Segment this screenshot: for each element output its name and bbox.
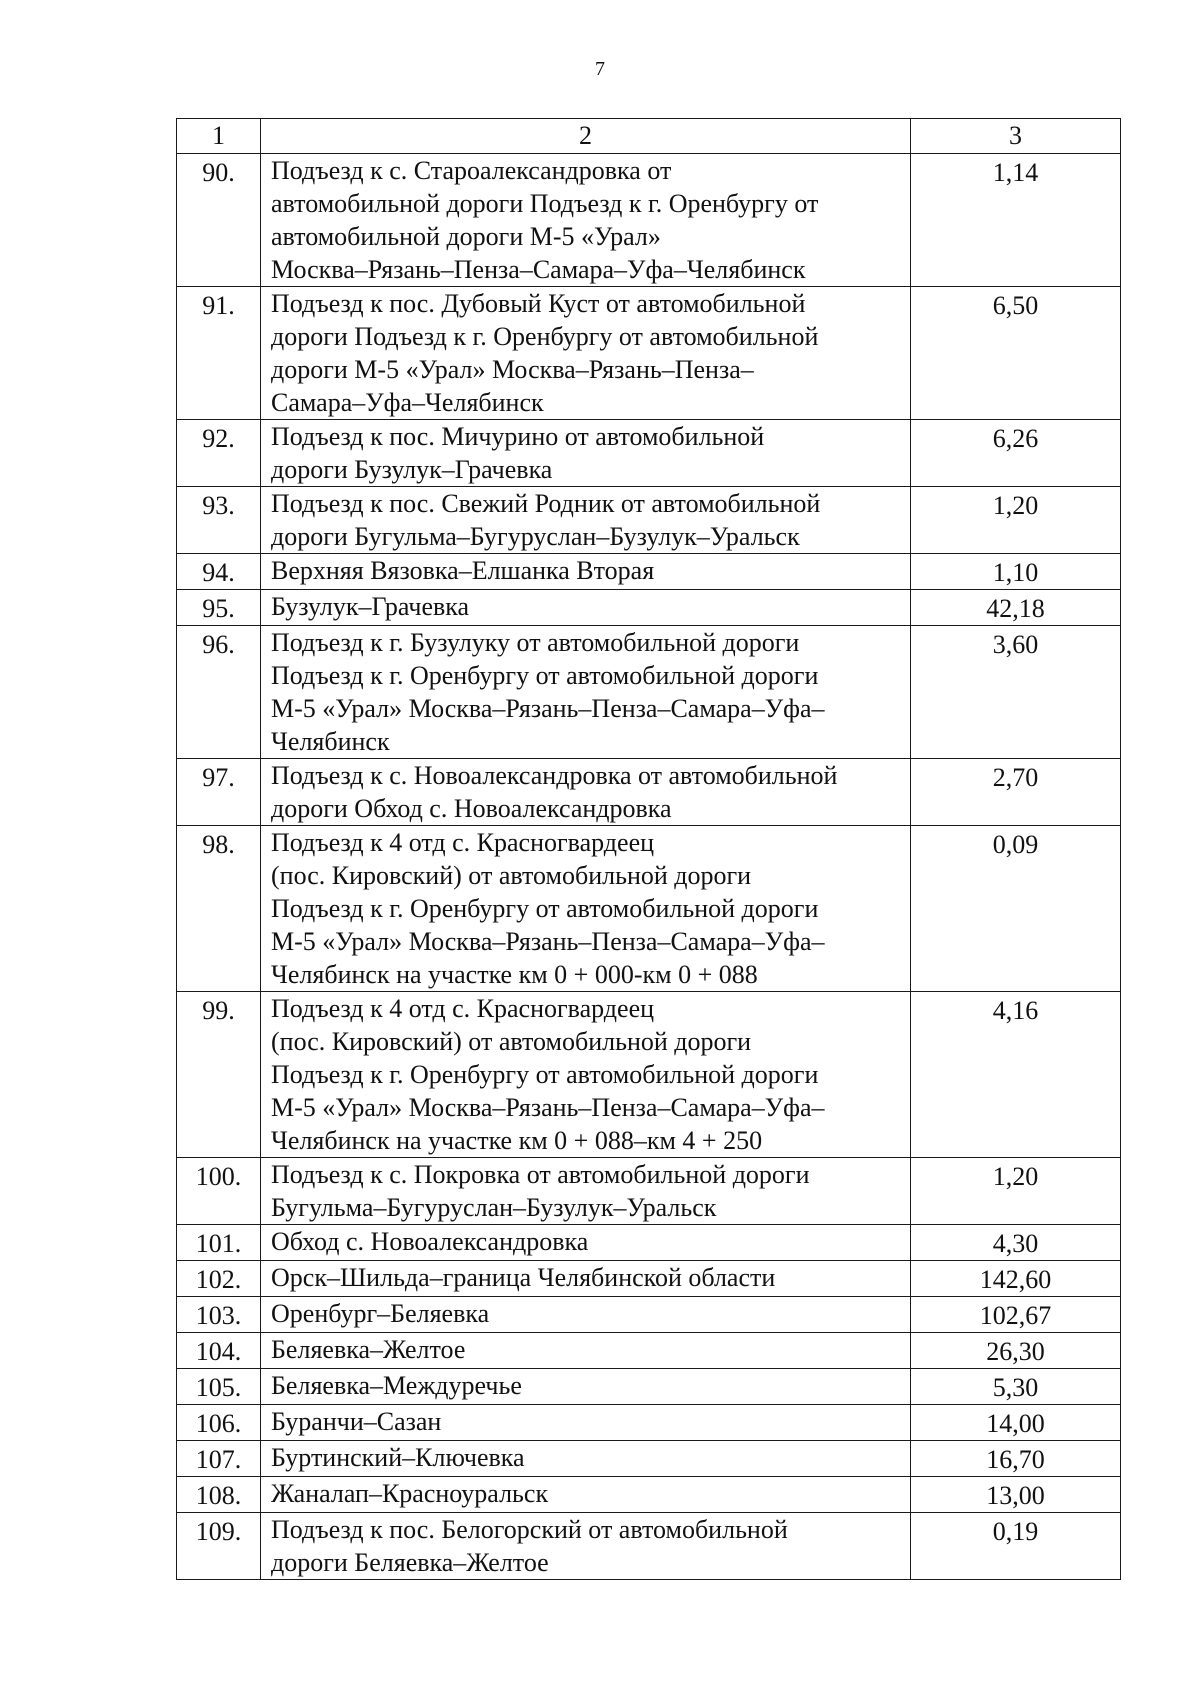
row-number-cell: 95.: [177, 590, 261, 626]
row-number-cell: 91.: [177, 287, 261, 420]
road-name-cell: [261, 287, 911, 420]
road-name-cell: [261, 1225, 911, 1261]
road-name-line: Челябинск: [271, 727, 390, 756]
header-cell-length: 3: [911, 119, 1121, 154]
road-name-line: Подъезд к пос. Мичурино от автомобильной: [271, 422, 765, 451]
row-number-cell: 101.: [177, 1225, 261, 1261]
table-row: [177, 1333, 1121, 1369]
road-length-cell: 3,60: [911, 626, 1121, 759]
road-length-cell: 13,00: [911, 1477, 1121, 1513]
road-name-line: Самара–Уфа–Челябинск: [271, 388, 544, 417]
road-length-cell: 1,14: [911, 154, 1121, 287]
header-cell-number: 1: [177, 119, 261, 154]
row-number-cell: 96.: [177, 626, 261, 759]
road-name-cell: [261, 1513, 911, 1580]
table-row: [177, 826, 1121, 992]
table-header-row: [177, 119, 1121, 154]
road-name-cell: [261, 1405, 911, 1441]
road-name-line: Буранчи–Сазан: [271, 1407, 442, 1436]
road-length-cell: 16,70: [911, 1441, 1121, 1477]
road-name-line: дороги Бугульма–Бугуруслан–Бузулук–Уральск: [271, 522, 800, 551]
road-name-cell: [261, 759, 911, 826]
table-row: [177, 1405, 1121, 1441]
road-length-cell: 1,20: [911, 487, 1121, 554]
road-length-cell: 0,19: [911, 1513, 1121, 1580]
row-number-cell: 97.: [177, 759, 261, 826]
road-name-line: автомобильной дороги Подъезд к г. Оренбургу от: [271, 189, 819, 218]
road-length-cell: 6,26: [911, 420, 1121, 487]
road-length-cell: 4,30: [911, 1225, 1121, 1261]
road-name-cell: [261, 420, 911, 487]
row-number-cell: 107.: [177, 1441, 261, 1477]
road-name-line: М-5 «Урал» Москва–Рязань–Пенза–Самара–Уфа–: [271, 694, 825, 723]
row-number-cell: 93.: [177, 487, 261, 554]
table-row: [177, 1158, 1121, 1225]
road-name-line: Подъезд к 4 отд с. Красногвардеец: [271, 994, 655, 1023]
row-number-cell: 106.: [177, 1405, 261, 1441]
table-row: [177, 1297, 1121, 1333]
row-number-cell: 102.: [177, 1261, 261, 1297]
road-name-cell: [261, 1261, 911, 1297]
road-name-line: Подъезд к пос. Дубовый Куст от автомобильной: [271, 289, 806, 318]
table-row: [177, 554, 1121, 590]
row-number-cell: 108.: [177, 1477, 261, 1513]
road-length-cell: 26,30: [911, 1333, 1121, 1369]
table-row: [177, 590, 1121, 626]
row-number-cell: 98.: [177, 826, 261, 992]
road-name-line: Беляевка–Желтое: [271, 1335, 466, 1364]
row-number-cell: 90.: [177, 154, 261, 287]
road-length-cell: 6,50: [911, 287, 1121, 420]
road-name-line: (пос. Кировский) от автомобильной дороги: [271, 1027, 752, 1056]
roads-table: [176, 118, 1121, 1580]
road-name-line: Беляевка–Междуречье: [271, 1371, 522, 1400]
road-name-line: Буртинский–Ключевка: [271, 1443, 525, 1472]
road-name-line: Подъезд к 4 отд с. Красногвардеец: [271, 828, 655, 857]
road-name-line: Подъезд к пос. Свежий Родник от автомобильной: [271, 489, 821, 518]
road-length-cell: 2,70: [911, 759, 1121, 826]
road-name-cell: [261, 590, 911, 626]
road-name-cell: [261, 826, 911, 992]
table-row: [177, 420, 1121, 487]
road-name-cell: [261, 1441, 911, 1477]
road-name-line: Челябинск на участке км 0 + 088–км 4 + 250: [271, 1126, 763, 1155]
road-name-cell: [261, 1297, 911, 1333]
table-row: [177, 1225, 1121, 1261]
table-row: [177, 759, 1121, 826]
road-name-line: Подъезд к пос. Белогорский от автомобильной: [271, 1515, 788, 1544]
row-number-cell: 105.: [177, 1369, 261, 1405]
road-length-cell: 42,18: [911, 590, 1121, 626]
road-name-line: Бузулук–Грачевка: [271, 592, 470, 621]
road-length-cell: 4,16: [911, 992, 1121, 1158]
table-row: [177, 487, 1121, 554]
road-name-line: дороги Беляевка–Желтое: [271, 1548, 549, 1577]
road-name-line: Обход с. Новоалександровка: [271, 1227, 589, 1256]
road-name-line: М-5 «Урал» Москва–Рязань–Пенза–Самара–Уфа–: [271, 927, 825, 956]
road-length-cell: 102,67: [911, 1297, 1121, 1333]
road-name-line: автомобильной дороги М-5 «Урал»: [271, 222, 661, 251]
table-row: [177, 1477, 1121, 1513]
road-length-cell: 1,10: [911, 554, 1121, 590]
road-name-line: Жаналап–Красноуральск: [271, 1479, 549, 1508]
row-number-cell: 100.: [177, 1158, 261, 1225]
road-name-line: Челябинск на участке км 0 + 000-км 0 + 088: [271, 960, 758, 989]
road-name-cell: [261, 1477, 911, 1513]
road-name-cell: [261, 487, 911, 554]
row-number-cell: 94.: [177, 554, 261, 590]
row-number-cell: 99.: [177, 992, 261, 1158]
road-name-line: Верхняя Вязовка–Елшанка Вторая: [271, 556, 655, 585]
road-name-cell: [261, 154, 911, 287]
road-length-cell: 14,00: [911, 1405, 1121, 1441]
road-name-line: дороги Обход с. Новоалександровка: [271, 794, 672, 823]
road-name-line: М-5 «Урал» Москва–Рязань–Пенза–Самара–Уфа–: [271, 1093, 825, 1122]
road-name-cell: [261, 626, 911, 759]
road-name-line: Подъезд к г. Оренбургу от автомобильной дороги: [271, 661, 819, 690]
road-name-cell: [261, 992, 911, 1158]
road-name-cell: [261, 1158, 911, 1225]
road-name-line: Подъезд к с. Староалександровка от: [271, 156, 672, 185]
row-number-cell: 109.: [177, 1513, 261, 1580]
table-row: [177, 287, 1121, 420]
road-name-line: Москва–Рязань–Пенза–Самара–Уфа–Челябинск: [271, 255, 806, 284]
table-row: [177, 626, 1121, 759]
table-row: [177, 1261, 1121, 1297]
road-name-line: Подъезд к с. Новоалександровка от автомобильной: [271, 761, 838, 790]
table-row: [177, 154, 1121, 287]
header-cell-name: 2: [261, 119, 911, 154]
road-length-cell: 142,60: [911, 1261, 1121, 1297]
road-name-line: Подъезд к г. Оренбургу от автомобильной дороги: [271, 1060, 819, 1089]
page-number: 7: [595, 58, 605, 80]
row-number-cell: 103.: [177, 1297, 261, 1333]
road-length-cell: 1,20: [911, 1158, 1121, 1225]
row-number-cell: 104.: [177, 1333, 261, 1369]
road-name-cell: [261, 1333, 911, 1369]
road-name-line: (пос. Кировский) от автомобильной дороги: [271, 861, 752, 890]
road-name-line: Подъезд к г. Оренбургу от автомобильной дороги: [271, 894, 819, 923]
road-name-cell: [261, 1369, 911, 1405]
road-name-line: Оренбург–Беляевка: [271, 1299, 490, 1328]
road-name-line: Подъезд к с. Покровка от автомобильной дороги: [271, 1160, 810, 1189]
road-name-line: дороги Бузулук–Грачевка: [271, 455, 553, 484]
table-row: [177, 1513, 1121, 1580]
table-row: [177, 992, 1121, 1158]
table-row: [177, 1441, 1121, 1477]
road-name-line: Подъезд к г. Бузулуку от автомобильной дороги: [271, 628, 800, 657]
road-name-line: Орск–Шильда–граница Челябинской области: [271, 1263, 776, 1292]
road-name-line: Бугульма–Бугуруслан–Бузулук–Уральск: [271, 1193, 717, 1222]
road-name-line: дороги М-5 «Урал» Москва–Рязань–Пенза–: [271, 355, 754, 384]
road-length-cell: 5,30: [911, 1369, 1121, 1405]
row-number-cell: 92.: [177, 420, 261, 487]
roads-table-body: [177, 119, 1121, 1580]
road-name-cell: [261, 554, 911, 590]
road-length-cell: 0,09: [911, 826, 1121, 992]
road-name-line: дороги Подъезд к г. Оренбургу от автомобильной: [271, 322, 819, 351]
table-row: [177, 1369, 1121, 1405]
